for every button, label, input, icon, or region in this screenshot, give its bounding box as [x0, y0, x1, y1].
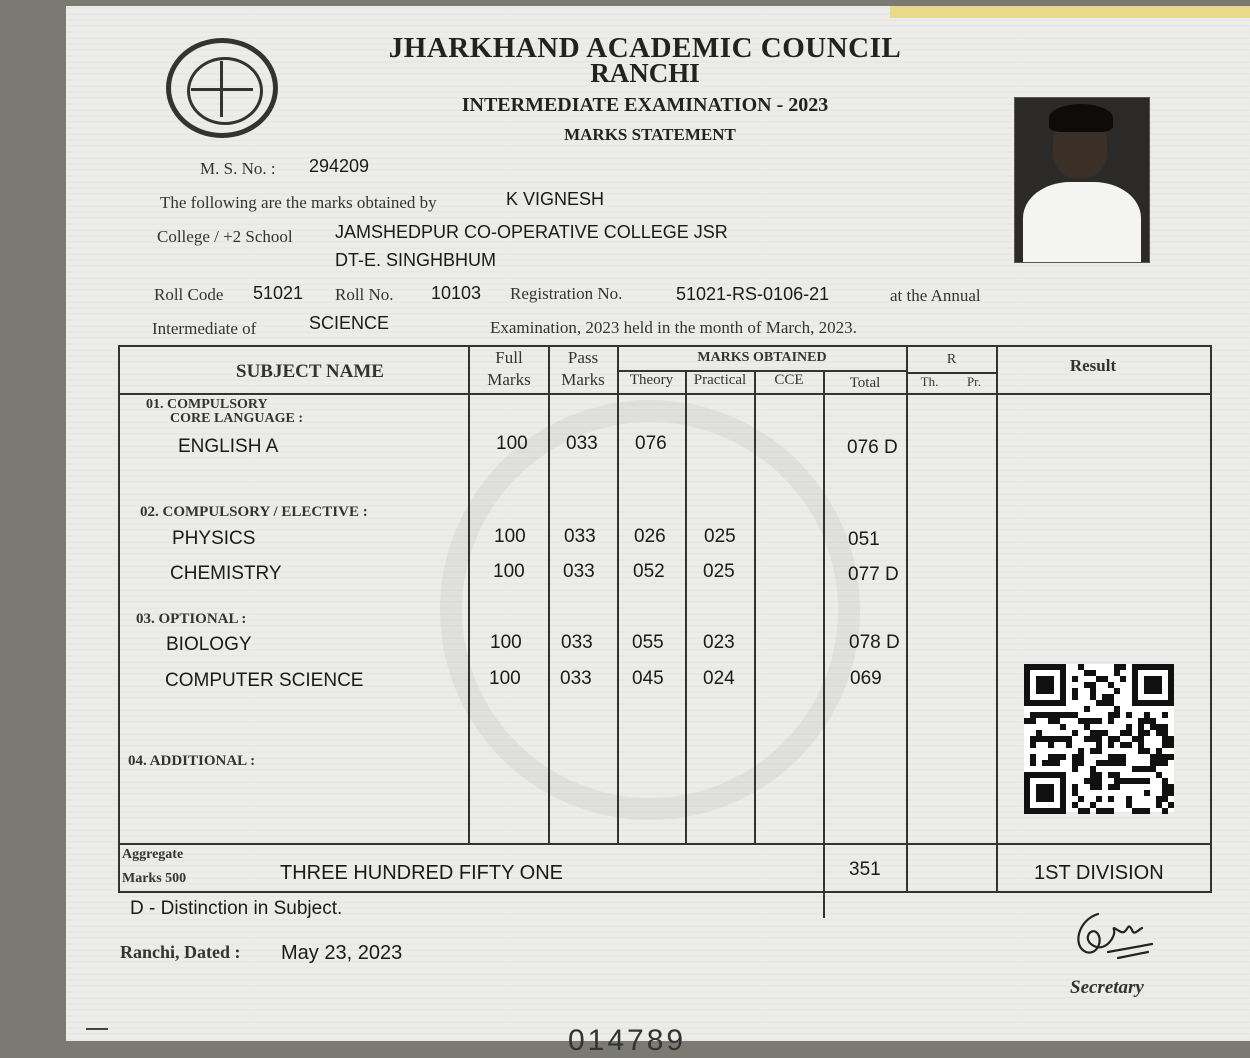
subject-name: CHEMISTRY	[170, 563, 282, 584]
candidate-label: The following are the marks obtained by	[160, 193, 437, 212]
council-seal-logo	[166, 38, 278, 138]
exam-title: INTERMEDIATE EXAMINATION - 2023	[461, 94, 829, 116]
ms-no-label: M. S. No. :	[200, 159, 276, 178]
council-city: RANCHI	[590, 58, 700, 88]
secretary-label: Secretary	[1070, 977, 1144, 998]
col-rule-6	[823, 370, 825, 918]
theory-marks: 055	[632, 632, 664, 653]
college-label: College / +2 School	[157, 227, 293, 246]
roll-code-value: 51021	[253, 283, 304, 303]
practical-marks: 023	[703, 632, 735, 653]
header-result: Result	[1069, 356, 1117, 375]
table-header-rule	[118, 393, 1212, 395]
subject-name: PHYSICS	[172, 528, 256, 549]
aggregate-rule	[118, 843, 1212, 845]
header-r: R	[946, 352, 957, 367]
dated-label: Ranchi, Dated :	[120, 942, 241, 962]
annual-label: at the Annual	[890, 286, 981, 305]
ms-no-value: 294209	[309, 156, 370, 176]
header-full-marks: Marks	[487, 370, 531, 389]
group-compulsory-elective: 02. COMPULSORY / ELECTIVE :	[140, 504, 368, 520]
col-rule-2	[548, 345, 550, 843]
subject-name: BIOLOGY	[166, 634, 252, 655]
total-marks: 078 D	[849, 632, 900, 653]
full-marks: 100	[493, 561, 525, 582]
subject-name: ENGLISH A	[178, 436, 279, 457]
roll-no-label: Roll No.	[335, 285, 394, 304]
margin-mark	[86, 1028, 108, 1030]
roll-code-label: Roll Code	[154, 285, 224, 304]
header-r-theory: Th.	[920, 374, 939, 389]
candidate-name: K VIGNESH	[506, 189, 605, 209]
col-rule-1	[468, 345, 470, 843]
header-total: Total	[849, 375, 881, 391]
header-theory: Theory	[629, 372, 674, 388]
total-marks: 051	[848, 529, 880, 550]
registration-label: Registration No.	[510, 284, 623, 303]
serial-number: 014789	[568, 1024, 687, 1057]
aggregate-label: Aggregate	[122, 847, 184, 862]
col-rule-5	[754, 370, 756, 843]
document-type: MARKS STATEMENT	[564, 125, 736, 144]
practical-marks: 025	[704, 526, 736, 547]
pass-marks: 033	[563, 561, 595, 582]
full-marks: 100	[496, 433, 528, 454]
aggregate-words: THREE HUNDRED FIFTY ONE	[280, 862, 563, 884]
stream-value: SCIENCE	[309, 313, 390, 333]
group-compulsory: 01. COMPULSORY	[146, 397, 268, 412]
background-strip	[890, 6, 1250, 18]
theory-marks: 052	[633, 561, 665, 582]
total-marks: 077 D	[848, 564, 899, 585]
header-full: Full	[495, 348, 523, 367]
header-marks-obtained: MARKS OBTAINED	[697, 350, 827, 365]
pass-marks: 033	[564, 526, 596, 547]
pass-marks: 033	[561, 632, 593, 653]
registration-value: 51021-RS-0106-21	[676, 284, 830, 304]
secretary-signature	[1068, 900, 1160, 970]
candidate-photo	[1014, 97, 1150, 263]
exam-month-line: Examination, 2023 held in the month of March, 2023.	[490, 318, 857, 337]
theory-marks: 026	[634, 526, 666, 547]
group-optional: 03. OPTIONAL :	[136, 611, 247, 627]
aggregate-total: 351	[849, 859, 881, 880]
col-rule-4	[685, 370, 687, 843]
col-rule-8	[996, 345, 998, 893]
college-name: JAMSHEDPUR CO-OPERATIVE COLLEGE JSR	[335, 222, 728, 242]
header-r-practical: Pr.	[966, 374, 982, 389]
pass-marks: 033	[560, 668, 592, 689]
council-name: JHARKHAND ACADEMIC COUNCIL	[388, 32, 902, 64]
stream-label: Intermediate of	[152, 319, 257, 338]
header-cce: CCE	[774, 372, 804, 388]
college-district: DT-E. SINGHBHUM	[335, 250, 497, 270]
header-subject-name: SUBJECT NAME	[236, 361, 384, 382]
group-additional: 04. ADDITIONAL :	[128, 753, 256, 769]
theory-marks: 045	[632, 668, 664, 689]
practical-marks: 024	[703, 668, 735, 689]
distinction-footnote: D - Distinction in Subject.	[130, 898, 343, 919]
roll-no-value: 10103	[431, 283, 482, 303]
pass-marks: 033	[566, 433, 598, 454]
subject-name: COMPUTER SCIENCE	[165, 670, 364, 691]
dated-value: May 23, 2023	[281, 942, 403, 964]
qr-code	[1024, 664, 1174, 812]
practical-marks: 025	[703, 561, 735, 582]
header-pass: Pass	[567, 348, 599, 367]
total-marks: 076 D	[847, 437, 898, 458]
col-rule-7	[906, 345, 908, 893]
col-rule-3	[617, 345, 619, 843]
theory-marks: 076	[635, 433, 667, 454]
full-marks: 100	[489, 668, 521, 689]
result-division: 1ST DIVISION	[1034, 862, 1164, 884]
total-marks: 069	[850, 668, 882, 689]
group-core-language: CORE LANGUAGE :	[170, 411, 304, 426]
header-pass-marks: Marks	[561, 370, 605, 389]
header-practical: Practical	[693, 372, 747, 388]
full-marks: 100	[490, 632, 522, 653]
aggregate-max-label: Marks 500	[122, 871, 187, 886]
full-marks: 100	[494, 526, 526, 547]
